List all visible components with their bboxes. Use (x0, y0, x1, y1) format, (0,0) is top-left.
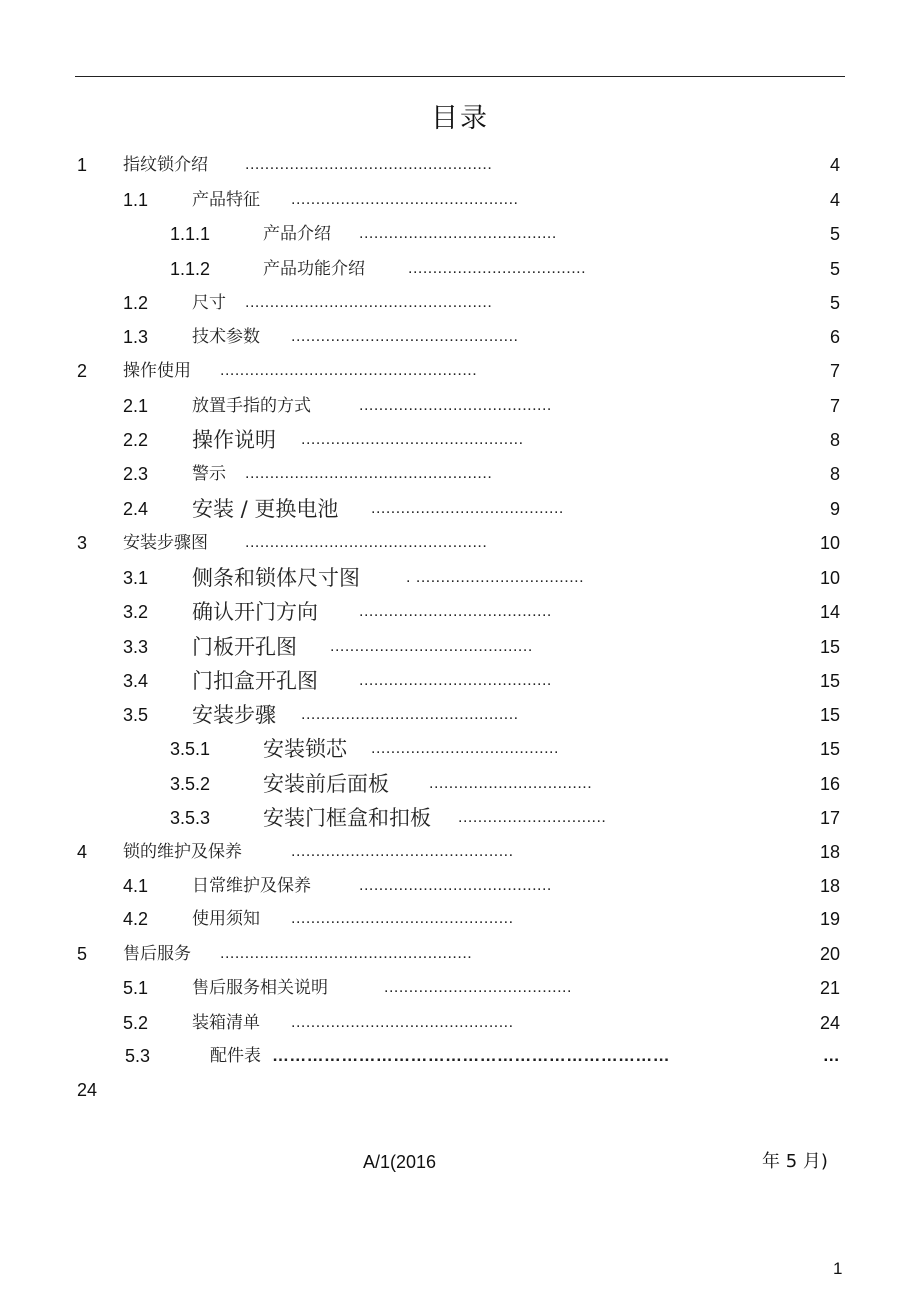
toc-entry-label: 操作说明 (192, 428, 276, 452)
toc-entry-leader: ...................................... (371, 740, 559, 757)
toc-entry-number: 3.5.2 (170, 774, 211, 794)
toc-entry-page: 5 (829, 293, 840, 313)
toc-entry-label: 确认开门方向 (192, 600, 318, 624)
toc-entry-leader: ...................................... (384, 979, 572, 996)
toc-entry-page: 14 (819, 602, 840, 622)
toc-entry-label: 门扣盒开孔图 (192, 669, 318, 693)
toc-entry-number: 3 (77, 533, 88, 553)
toc-entry-leader: .................................................. (245, 465, 493, 482)
toc-entry[interactable] (0, 633, 920, 661)
toc-entry[interactable] (0, 940, 920, 968)
toc-entry-number: 3.5.3 (170, 808, 211, 828)
toc-entry[interactable] (0, 323, 920, 351)
toc-entry[interactable] (0, 770, 920, 798)
toc-entry-label: 日常维护及保养 (192, 876, 311, 896)
toc-entry-page: 7 (829, 396, 840, 416)
toc-entry-leader: . .................................. (406, 569, 585, 586)
toc-entry-page: 18 (819, 842, 840, 862)
toc-entry[interactable] (0, 460, 920, 488)
toc-entry-label: 尺寸 (192, 293, 226, 313)
toc-entry-label: 产品功能介绍 (263, 259, 365, 279)
toc-entry-label: 放置手指的方式 (192, 396, 311, 416)
toc-entry-leader: ................................................. (245, 534, 488, 551)
toc-entry-number: 3.5.1 (170, 739, 211, 759)
toc-entry-leader: ....................................... (359, 672, 552, 689)
toc-entry-number: 4 (77, 842, 88, 862)
toc-entry-leader: .................................................. (245, 156, 493, 173)
toc-entry-number: 1.2 (123, 293, 149, 313)
toc-entry-number: 5.1 (123, 978, 149, 998)
toc-entry[interactable] (0, 495, 920, 523)
toc-entry-label: 警示 (192, 464, 226, 484)
toc-entry-leader: ............................................. (291, 1014, 514, 1031)
toc-entry-number: 1.3 (123, 327, 149, 347)
toc-entry[interactable] (0, 186, 920, 214)
footer-date-left: A/1(2016 (363, 1152, 437, 1172)
toc-entry-page: 5 (829, 224, 840, 244)
toc-entry-page: 17 (819, 808, 840, 828)
toc-entry-leader: ................................. (429, 775, 593, 792)
toc-entry-leader: .................................................... (220, 362, 478, 379)
toc-entry-number: 3.5 (123, 705, 149, 725)
toc-entry-label: 安装步骤 (192, 703, 276, 727)
toc-entry-leader: ....................................... (359, 603, 552, 620)
toc-entry-page: 18 (819, 876, 840, 896)
toc-entry-leader-tail: … (822, 1046, 840, 1065)
toc-entry-number: 3.2 (123, 602, 149, 622)
toc-entry-page: 8 (829, 464, 840, 484)
toc-entry[interactable] (0, 529, 920, 557)
toc-entry[interactable] (0, 872, 920, 900)
page-title: 目录 (431, 103, 489, 134)
toc-entry-page: 7 (829, 361, 840, 381)
toc-entry-leader: .................................................. (245, 294, 493, 311)
toc-entry-label: 装箱清单 (192, 1013, 260, 1033)
toc-entry-number: 1 (77, 155, 88, 175)
toc-entry-label: 安装步骤图 (123, 533, 208, 553)
toc-entry[interactable] (0, 255, 920, 283)
toc-entry-label: 配件表 (210, 1046, 261, 1066)
toc-entry-label: 产品介绍 (263, 224, 331, 244)
toc-entry-leader: .............................................. (291, 328, 519, 345)
toc-entry[interactable] (0, 1009, 920, 1037)
toc-entry-page: 15 (819, 671, 840, 691)
toc-entry[interactable] (0, 838, 920, 866)
toc-entry-page: 15 (819, 739, 840, 759)
toc-entry[interactable] (0, 289, 920, 317)
toc-entry-number: 2 (77, 361, 88, 381)
toc-entry-page: 10 (819, 533, 840, 553)
toc-entry-label: 侧条和锁体尺寸图 (192, 566, 360, 590)
header-rule (75, 76, 845, 77)
toc-entry-number: 1.1.2 (170, 259, 211, 279)
toc-entry-leader: ............................................. (301, 431, 524, 448)
toc-entry-number: 5.3 (125, 1046, 151, 1066)
toc-entry[interactable] (0, 804, 920, 832)
toc-entry-label: 安装前后面板 (263, 772, 389, 796)
toc-entry[interactable] (0, 735, 920, 763)
toc-entry-number: 5.2 (123, 1013, 149, 1033)
toc-entry-page: 8 (829, 430, 840, 450)
toc-entry-label: 售后服务 (123, 944, 191, 964)
toc-entry-label: 锁的维护及保养 (123, 842, 242, 862)
toc-entry-number: 4.1 (123, 876, 149, 896)
toc-entry-page-wrapped: 24 (77, 1080, 98, 1100)
toc-entry-leader: ........................................ (359, 225, 557, 242)
toc-entry-label: 售后服务相关说明 (192, 978, 328, 998)
toc-entry[interactable] (0, 151, 920, 179)
toc-entry-number: 4.2 (123, 909, 149, 929)
toc-entry-number: 1.1 (123, 190, 149, 210)
toc-entry-page: 15 (819, 637, 840, 657)
toc-entry-number: 3.4 (123, 671, 149, 691)
toc-entry-page: 20 (819, 944, 840, 964)
toc-entry-leader: ............................................. (291, 843, 514, 860)
toc-entry-leader: .............................................. (291, 191, 519, 208)
toc-entry-leader: ....................................... (371, 500, 564, 517)
toc-entry[interactable] (0, 974, 920, 1002)
toc-entry-leader: ............................................ (301, 706, 519, 723)
toc-entry-leader: ................................................... (220, 945, 473, 962)
toc-entry[interactable] (0, 701, 920, 729)
footer-date-right: 年 5 月) (762, 1151, 828, 1172)
toc-entry-number: 3.3 (123, 637, 149, 657)
toc-entry-page: 10 (819, 568, 840, 588)
toc-entry-label: 安装 / 更换电池 (192, 497, 339, 521)
toc-entry-page: 4 (829, 155, 840, 175)
toc-entry-label: 安装锁芯 (263, 737, 347, 761)
page-number: 1 (833, 1259, 843, 1278)
toc-entry-label: 安装门框盒和扣板 (263, 806, 431, 830)
toc-entry-leader: ....................................... (359, 877, 552, 894)
toc-entry-number: 2.4 (123, 499, 149, 519)
toc-entry-number: 1.1.1 (170, 224, 211, 244)
toc-entry-page: 19 (819, 909, 840, 929)
toc-entry-page: 4 (829, 190, 840, 210)
toc-entry[interactable] (0, 598, 920, 626)
toc-entry-label: 操作使用 (123, 361, 191, 381)
toc-entry-label: 使用须知 (192, 909, 260, 929)
toc-entry[interactable] (0, 426, 920, 454)
toc-entry-label: 技术参数 (192, 327, 260, 347)
toc-entry-number: 5 (77, 944, 88, 964)
toc-entry-leader: ......................................... (330, 638, 533, 655)
toc-entry-label: 产品特征 (192, 190, 260, 210)
toc-entry[interactable] (0, 667, 920, 695)
toc-entry-leader: .............................. (458, 809, 607, 826)
toc-entry-number: 2.2 (123, 430, 149, 450)
toc-entry-label: 门板开孔图 (192, 635, 297, 659)
toc-entry-leader: ............................................. (291, 910, 514, 927)
toc-entry[interactable] (0, 564, 920, 592)
toc-entry-number: 2.3 (123, 464, 149, 484)
toc-entry[interactable] (0, 392, 920, 420)
toc-entry-number: 2.1 (123, 396, 149, 416)
toc-entry-page: 6 (829, 327, 840, 347)
toc-entry-page: 9 (829, 499, 840, 519)
toc-entry-page: 16 (819, 774, 840, 794)
toc-entry-label: 指纹锁介绍 (123, 155, 208, 175)
toc-entry-page: 15 (819, 705, 840, 725)
toc-entry-page: 21 (819, 978, 840, 998)
toc-entry-leader: ....................................... (359, 397, 552, 414)
toc-entry-leader: .................................... (408, 260, 587, 277)
toc-entry-number: 3.1 (123, 568, 149, 588)
toc-entry-leader: …………………………………………………………… (272, 1046, 670, 1065)
toc-entry[interactable] (0, 220, 920, 248)
toc-entry-page: 5 (829, 259, 840, 279)
toc-entry-accessories[interactable] (0, 1042, 920, 1070)
toc-entry-page: 24 (819, 1013, 840, 1033)
toc-entry[interactable] (0, 905, 920, 933)
toc-entry[interactable] (0, 357, 920, 385)
